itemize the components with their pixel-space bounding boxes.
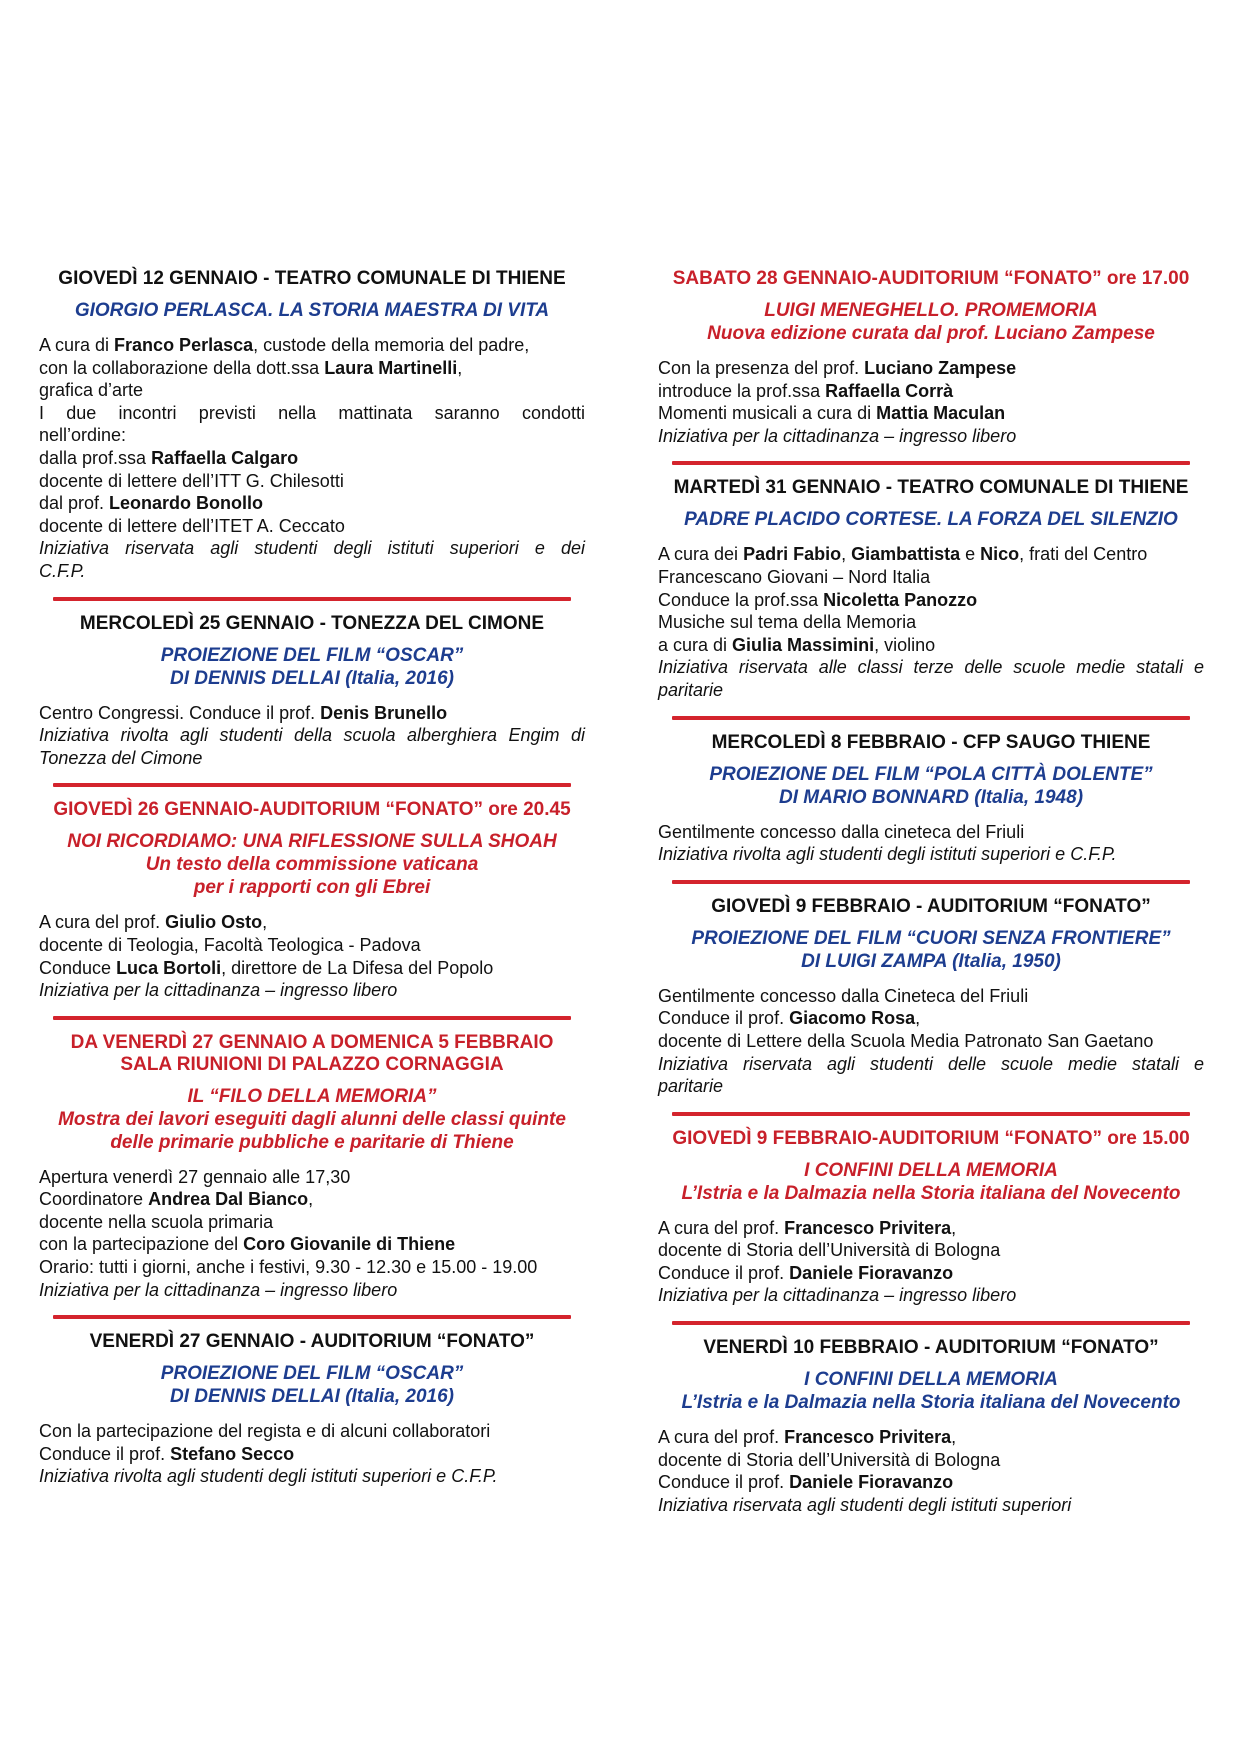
event-date-venue bbox=[39, 1032, 585, 1076]
description-line bbox=[39, 747, 585, 770]
description-line bbox=[658, 543, 1204, 566]
event-title-line: PROIEZIONE DEL FILM “OSCAR” bbox=[160, 644, 464, 666]
description-text: A cura del prof. bbox=[658, 1217, 785, 1238]
description-line bbox=[658, 1053, 1204, 1076]
description-text: Francescano Giovani – Nord Italia bbox=[658, 566, 931, 587]
description-line bbox=[39, 357, 585, 380]
event-title bbox=[39, 830, 585, 899]
event-date-venue-line: SABATO 28 GENNAIO-AUDITORIUM “FONATO” ore 17.00 bbox=[672, 268, 1190, 289]
event-date-venue-line: GIOVEDÌ 9 FEBBRAIO-AUDITORIUM “FONATO” ore 15.00 bbox=[672, 1127, 1190, 1149]
description-line bbox=[658, 985, 1204, 1008]
description-line bbox=[39, 911, 585, 934]
event-description bbox=[39, 334, 585, 583]
event-block bbox=[658, 1337, 1204, 1516]
person-name: Denis Brunello bbox=[320, 702, 448, 723]
description-line bbox=[39, 379, 585, 402]
description-text: docente di Teologia, Facoltà Teologica - Padova bbox=[39, 934, 421, 955]
event-block bbox=[658, 896, 1204, 1098]
description-text: Conduce bbox=[39, 957, 117, 978]
event-title-line: Un testo della commissione vaticana bbox=[145, 854, 479, 876]
description-line bbox=[658, 357, 1204, 380]
event-date-venue bbox=[39, 1331, 585, 1353]
event-title-line: DI DENNIS DELLAI (Italia, 2016) bbox=[169, 1386, 454, 1408]
audience-note: Tonezza del Cimone bbox=[39, 747, 203, 768]
description-line bbox=[39, 957, 585, 980]
event-title-line: GIORGIO PERLASCA. LA STORIA MAESTRA DI VITA bbox=[74, 300, 550, 321]
description-line bbox=[658, 566, 1204, 589]
description-text: grafica d’arte bbox=[39, 380, 144, 401]
description-text: Conduce la prof.ssa bbox=[658, 589, 824, 610]
description-line bbox=[39, 1420, 585, 1443]
description-line bbox=[658, 679, 1204, 702]
event-title-line: I CONFINI DELLA MEMORIA bbox=[804, 1159, 1058, 1181]
event-date-venue bbox=[658, 268, 1204, 290]
description-line bbox=[39, 934, 585, 957]
event-date-venue bbox=[39, 268, 585, 290]
event-title bbox=[658, 1368, 1204, 1414]
event-date-venue-line: GIOVEDÌ 9 FEBBRAIO - AUDITORIUM “FONATO” bbox=[711, 895, 1151, 917]
event-block bbox=[39, 799, 585, 1001]
event-title bbox=[39, 299, 585, 322]
description-line bbox=[658, 1030, 1204, 1053]
person-name: Stefano Secco bbox=[170, 1443, 295, 1464]
audience-note: Iniziativa rivolta agli studenti degli istituti superiori e C.F.P. bbox=[658, 844, 1117, 865]
audience-note: Iniziativa per la cittadinanza – ingresso libero bbox=[658, 1285, 1017, 1306]
event-date-venue bbox=[658, 1128, 1204, 1150]
event-date-venue bbox=[658, 732, 1204, 754]
section-divider bbox=[53, 597, 571, 601]
left-column bbox=[39, 268, 585, 1488]
description-line bbox=[39, 470, 585, 493]
description-line bbox=[39, 424, 585, 447]
description-text: A cura di bbox=[39, 335, 115, 355]
event-description bbox=[658, 357, 1204, 447]
description-text: , direttore de La Difesa del Popolo bbox=[221, 957, 494, 978]
description-line bbox=[658, 589, 1204, 612]
audience-note: Iniziativa rivolta agli studenti degli istituti superiori e C.F.P. bbox=[39, 1466, 498, 1487]
event-block bbox=[658, 1128, 1204, 1307]
description-text: , bbox=[308, 1189, 314, 1210]
event-description bbox=[658, 1217, 1204, 1307]
description-text: A cura del prof. bbox=[39, 912, 166, 933]
description-text: docente di lettere dell’ITET A. Ceccato bbox=[39, 515, 345, 536]
person-name: Nico bbox=[980, 544, 1020, 565]
description-text: nell’ordine: bbox=[39, 425, 127, 446]
event-title-line: delle primarie pubbliche e paritarie di Thiene bbox=[110, 1131, 514, 1153]
section-divider bbox=[672, 716, 1190, 720]
description-text: a cura di bbox=[658, 634, 733, 655]
event-block bbox=[39, 1331, 585, 1488]
audience-note: Iniziativa per la cittadinanza – ingresso libero bbox=[39, 1279, 398, 1300]
description-line bbox=[658, 821, 1204, 844]
right-column bbox=[658, 268, 1204, 1516]
description-line bbox=[39, 1279, 585, 1302]
description-text: , bbox=[457, 357, 463, 378]
description-text: docente nella scuola primaria bbox=[39, 1211, 274, 1232]
description-line bbox=[39, 515, 585, 538]
description-text: Gentilmente concesso dalla cineteca del Friuli bbox=[658, 821, 1025, 842]
event-date-venue bbox=[39, 799, 585, 821]
description-text: Conduce il prof. bbox=[658, 1472, 790, 1493]
event-title bbox=[658, 1159, 1204, 1205]
description-text: , violino bbox=[874, 634, 936, 655]
description-text: docente di lettere dell’ITT G. Chilesotti bbox=[39, 470, 344, 491]
section-divider bbox=[672, 880, 1190, 884]
description-text: Orario: tutti i giorni, anche i festivi, 9.30 - 12.30 e 15.00 - 19.00 bbox=[39, 1257, 538, 1278]
event-description bbox=[39, 911, 585, 1001]
event-date-venue-line: GIOVEDÌ 26 GENNAIO-AUDITORIUM “FONATO” ore 20.45 bbox=[53, 799, 571, 821]
event-title-line: I CONFINI DELLA MEMORIA bbox=[804, 1369, 1058, 1391]
person-name: Giulio Osto bbox=[165, 912, 263, 933]
description-text: introduce la prof.ssa bbox=[658, 380, 826, 401]
event-title-line: Mostra dei lavori eseguiti dagli alunni delle classi quinte bbox=[58, 1108, 566, 1130]
event-title-line: per i rapporti con gli Ebrei bbox=[193, 877, 431, 899]
event-date-venue-line: MERCOLEDÌ 25 GENNAIO - TONEZZA DEL CIMONE bbox=[79, 612, 545, 634]
event-description bbox=[658, 1426, 1204, 1516]
event-title-line: NOI RICORDIAMO: UNA RIFLESSIONE SULLA SHOAH bbox=[67, 831, 557, 853]
audience-note: Iniziativa per la cittadinanza – ingresso libero bbox=[39, 980, 398, 1001]
event-title-line: PROIEZIONE DEL FILM “CUORI SENZA FRONTIERE” bbox=[691, 927, 1171, 949]
audience-note: C.F.P. bbox=[39, 560, 86, 581]
audience-note: paritarie bbox=[658, 1076, 724, 1097]
event-date-venue bbox=[39, 613, 585, 635]
description-text: Centro Congressi. Conduce il prof. bbox=[39, 702, 321, 723]
section-divider bbox=[672, 1112, 1190, 1116]
person-name: Luca Bortoli bbox=[116, 957, 222, 978]
person-name: Nicoletta Panozzo bbox=[823, 589, 978, 610]
description-line bbox=[39, 447, 585, 470]
person-name: Giulia Massimini bbox=[732, 634, 875, 655]
description-line bbox=[39, 334, 585, 357]
event-title-line: PROIEZIONE DEL FILM “POLA CITTÀ DOLENTE” bbox=[709, 763, 1153, 785]
event-description bbox=[658, 821, 1204, 866]
description-line bbox=[39, 724, 585, 747]
description-line bbox=[39, 492, 585, 515]
description-text: docente di Storia dell’Università di Bologna bbox=[658, 1240, 1001, 1261]
description-text: , bbox=[951, 1427, 957, 1448]
event-description bbox=[658, 985, 1204, 1098]
description-text: , custode della memoria del padre, bbox=[253, 335, 530, 355]
description-text: Con la partecipazione del regista e di alcuni collaboratori bbox=[39, 1421, 491, 1442]
person-name: Raffaella Corrà bbox=[825, 380, 954, 401]
event-description bbox=[39, 1166, 585, 1302]
event-title bbox=[658, 763, 1204, 809]
event-title-line: DI LUIGI ZAMPA (Italia, 1950) bbox=[801, 950, 1061, 972]
event-title bbox=[658, 508, 1204, 531]
event-title-line: L’Istria e la Dalmazia nella Storia italiana del Novecento bbox=[681, 1392, 1181, 1414]
person-name: Laura Martinelli bbox=[324, 357, 458, 378]
event-block bbox=[39, 1032, 585, 1302]
description-line bbox=[658, 402, 1204, 425]
event-title bbox=[39, 644, 585, 690]
event-title bbox=[658, 927, 1204, 973]
event-date-venue bbox=[658, 1337, 1204, 1359]
description-line bbox=[658, 1426, 1204, 1449]
person-name: Franco Perlasca bbox=[114, 335, 254, 355]
description-text: , bbox=[262, 912, 268, 933]
event-date-venue bbox=[658, 477, 1204, 499]
description-line bbox=[658, 634, 1204, 657]
audience-note: Iniziativa riservata agli studenti degli istituti superiori bbox=[658, 1494, 1072, 1515]
description-line bbox=[658, 1075, 1204, 1098]
description-line bbox=[658, 1262, 1204, 1285]
event-title-line: DI MARIO BONNARD (Italia, 1948) bbox=[778, 786, 1084, 808]
description-line bbox=[39, 402, 585, 425]
description-line bbox=[658, 1284, 1204, 1307]
person-name: Daniele Fioravanzo bbox=[789, 1472, 954, 1493]
description-line bbox=[39, 979, 585, 1002]
description-line bbox=[39, 560, 585, 583]
person-name: Andrea Dal Bianco bbox=[148, 1189, 309, 1210]
description-text: A cura del prof. bbox=[658, 1427, 785, 1448]
audience-note: Iniziativa riservata agli studenti degli istituti superiori e dei bbox=[39, 538, 585, 559]
event-date-venue-line: SALA RIUNIONI DI PALAZZO CORNAGGIA bbox=[120, 1053, 504, 1075]
description-line bbox=[39, 1233, 585, 1256]
description-text: docente di Lettere della Scuola Media Patronato San Gaetano bbox=[658, 1030, 1154, 1051]
description-text: I due incontri previsti nella mattinata saranno condotti bbox=[39, 402, 585, 423]
description-line bbox=[658, 1494, 1204, 1517]
event-block bbox=[658, 732, 1204, 866]
person-name: Giacomo Rosa bbox=[789, 1008, 916, 1029]
description-text: , bbox=[951, 1217, 957, 1238]
person-name: Coro Giovanile di Thiene bbox=[243, 1234, 456, 1255]
description-line bbox=[658, 1239, 1204, 1262]
description-line bbox=[658, 1449, 1204, 1472]
event-title-line: PADRE PLACIDO CORTESE. LA FORZA DEL SILENZIO bbox=[684, 509, 1178, 531]
section-divider bbox=[672, 1321, 1190, 1325]
event-description bbox=[39, 702, 585, 770]
description-line bbox=[658, 1007, 1204, 1030]
description-line bbox=[39, 1443, 585, 1466]
description-text: Momenti musicali a cura di bbox=[658, 403, 877, 424]
event-date-venue-line: VENERDÌ 10 FEBBRAIO - AUDITORIUM “FONATO” bbox=[703, 1337, 1159, 1359]
description-text: , bbox=[841, 544, 852, 565]
description-line bbox=[39, 702, 585, 725]
description-text: Conduce il prof. bbox=[658, 1262, 790, 1283]
description-text: , frati del Centro bbox=[1019, 544, 1148, 565]
section-divider bbox=[53, 1315, 571, 1319]
section-divider bbox=[53, 783, 571, 787]
event-date-venue bbox=[658, 896, 1204, 918]
description-text: A cura dei bbox=[658, 544, 744, 565]
event-block bbox=[39, 613, 585, 770]
section-divider bbox=[53, 1016, 571, 1020]
event-title bbox=[39, 1085, 585, 1154]
description-line bbox=[39, 537, 585, 560]
description-text: Apertura venerdì 27 gennaio alle 17,30 bbox=[39, 1166, 351, 1187]
person-name: Padri Fabio bbox=[743, 544, 842, 565]
description-line bbox=[658, 611, 1204, 634]
description-text: Con la presenza del prof. bbox=[658, 358, 865, 378]
audience-note: Iniziativa riservata alle classi terze delle scuole medie statali e bbox=[658, 657, 1204, 678]
person-name: Raffaella Calgaro bbox=[151, 447, 299, 468]
description-line bbox=[39, 1465, 585, 1488]
description-line bbox=[39, 1166, 585, 1189]
description-text: docente di Storia dell’Università di Bologna bbox=[658, 1449, 1001, 1470]
person-name: Francesco Privitera bbox=[784, 1427, 952, 1448]
event-title-line: PROIEZIONE DEL FILM “OSCAR” bbox=[160, 1363, 464, 1385]
event-block bbox=[39, 268, 585, 583]
description-text: Conduce il prof. bbox=[658, 1008, 790, 1029]
event-description bbox=[39, 1420, 585, 1488]
event-block bbox=[658, 268, 1204, 447]
description-line bbox=[658, 380, 1204, 403]
event-title-line: LUIGI MENEGHELLO. PROMEMORIA bbox=[764, 300, 1098, 321]
person-name: Daniele Fioravanzo bbox=[789, 1262, 954, 1283]
description-line bbox=[658, 425, 1204, 448]
event-title bbox=[658, 299, 1204, 345]
description-line bbox=[39, 1211, 585, 1234]
description-line bbox=[658, 843, 1204, 866]
event-title bbox=[39, 1362, 585, 1408]
event-description bbox=[658, 543, 1204, 701]
description-text: Musiche sul tema della Memoria bbox=[658, 612, 917, 633]
description-text: con la partecipazione del bbox=[39, 1234, 244, 1255]
audience-note: Iniziativa per la cittadinanza – ingresso libero bbox=[658, 425, 1017, 446]
description-line bbox=[39, 1188, 585, 1211]
description-line bbox=[658, 1217, 1204, 1240]
person-name: Francesco Privitera bbox=[784, 1217, 952, 1238]
event-date-venue-line: VENERDÌ 27 GENNAIO - AUDITORIUM “FONATO” bbox=[89, 1331, 535, 1353]
event-date-venue-line: GIOVEDÌ 12 GENNAIO - TEATRO COMUNALE DI THIENE bbox=[58, 268, 566, 289]
event-title-line: L’Istria e la Dalmazia nella Storia italiana del Novecento bbox=[681, 1182, 1181, 1204]
description-text: Gentilmente concesso dalla Cineteca del Friuli bbox=[658, 985, 1029, 1006]
event-date-venue-line: DA VENERDÌ 27 GENNAIO A DOMENICA 5 FEBBRAIO bbox=[70, 1031, 554, 1053]
description-text: Conduce il prof. bbox=[39, 1443, 171, 1464]
description-line bbox=[658, 656, 1204, 679]
event-title-line: DI DENNIS DELLAI (Italia, 2016) bbox=[169, 667, 454, 689]
description-text: Coordinatore bbox=[39, 1189, 149, 1210]
section-divider bbox=[672, 461, 1190, 465]
event-date-venue-line: MARTEDÌ 31 GENNAIO - TEATRO COMUNALE DI THIENE bbox=[673, 477, 1189, 499]
person-name: Giambattista bbox=[851, 544, 961, 565]
person-name: Leonardo Bonollo bbox=[109, 493, 264, 514]
event-title-line: IL “FILO DELLA MEMORIA” bbox=[187, 1085, 437, 1107]
audience-note: paritarie bbox=[658, 679, 724, 700]
audience-note: Iniziativa rivolta agli studenti della scuola alberghiera Engim di bbox=[39, 725, 585, 746]
description-text: dalla prof.ssa bbox=[39, 447, 152, 468]
description-line bbox=[658, 1471, 1204, 1494]
description-text: e bbox=[960, 544, 981, 565]
event-date-venue-line: MERCOLEDÌ 8 FEBBRAIO - CFP SAUGO THIENE bbox=[711, 731, 1151, 753]
description-line bbox=[39, 1256, 585, 1279]
description-text: dal prof. bbox=[39, 493, 110, 514]
event-title-line: Nuova edizione curata dal prof. Luciano Zampese bbox=[707, 323, 1155, 344]
audience-note: Iniziativa riservata agli studenti delle scuole medie statali e bbox=[658, 1053, 1204, 1074]
person-name: Luciano Zampese bbox=[864, 358, 1017, 378]
description-text: , bbox=[915, 1008, 921, 1029]
event-block bbox=[658, 477, 1204, 701]
person-name: Mattia Maculan bbox=[876, 403, 1006, 424]
description-text: con la collaborazione della dott.ssa bbox=[39, 357, 325, 378]
